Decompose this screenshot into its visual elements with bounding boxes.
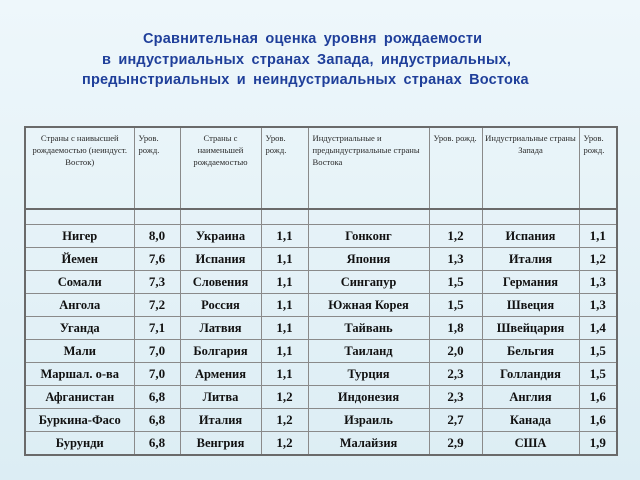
cell-country-lowest: Испания xyxy=(180,248,261,271)
table-row xyxy=(25,386,617,409)
cell-rate: 2,7 xyxy=(429,409,482,432)
table-header-row xyxy=(25,127,617,209)
cell-rate: 1,4 xyxy=(579,317,617,340)
cell-rate: 6,8 xyxy=(134,432,180,456)
cell-rate: 7,0 xyxy=(134,340,180,363)
cell-country-east: Израиль xyxy=(308,409,429,432)
cell-country-east: Таиланд xyxy=(308,340,429,363)
table-row xyxy=(25,363,617,386)
table-row xyxy=(25,294,617,317)
cell-country-lowest: Украина xyxy=(180,225,261,248)
cell-country-lowest: Болгария xyxy=(180,340,261,363)
table-row xyxy=(25,271,617,294)
cell-rate: 1,6 xyxy=(579,409,617,432)
cell-rate: 7,1 xyxy=(134,317,180,340)
cell-rate: 2,3 xyxy=(429,363,482,386)
header-rate: Уров. рожд. xyxy=(134,127,180,209)
cell-country-west: Канада xyxy=(482,409,579,432)
title-line-1: Сравнительная оценка уровня рождаемости xyxy=(143,31,483,47)
cell-rate: 7,6 xyxy=(134,248,180,271)
cell-country-west: США xyxy=(482,432,579,456)
cell-country-highest: Мали xyxy=(25,340,134,363)
cell-rate: 1,8 xyxy=(429,317,482,340)
cell-country-east: Южная Корея xyxy=(308,294,429,317)
cell-rate: 1,2 xyxy=(261,386,308,409)
table-row xyxy=(25,432,617,456)
cell-country-highest: Уганда xyxy=(25,317,134,340)
cell-country-lowest: Литва xyxy=(180,386,261,409)
cell-rate: 1,1 xyxy=(261,271,308,294)
cell-country-lowest: Россия xyxy=(180,294,261,317)
cell-rate: 1,2 xyxy=(579,248,617,271)
header-west-industrial: Индустриальные страны Запада xyxy=(482,127,579,209)
table-row xyxy=(25,225,617,248)
cell-country-west: Англия xyxy=(482,386,579,409)
cell-rate: 1,5 xyxy=(579,363,617,386)
cell-country-highest: Йемен xyxy=(25,248,134,271)
cell-rate: 1,1 xyxy=(261,317,308,340)
cell-country-west: Италия xyxy=(482,248,579,271)
cell-rate: 1,2 xyxy=(429,225,482,248)
cell-country-west: Бельгия xyxy=(482,340,579,363)
cell-rate: 1,1 xyxy=(261,225,308,248)
header-lowest-countries: Страны с наименьшей рождаемостью xyxy=(180,127,261,209)
cell-rate: 7,2 xyxy=(134,294,180,317)
cell-country-west: Испания xyxy=(482,225,579,248)
header-rate: Уров. рожд. xyxy=(579,127,617,209)
header-highest-countries: Страны с наивысшей рождаемостью (неиндуст. Восток) xyxy=(25,127,134,209)
cell-rate: 1,1 xyxy=(261,340,308,363)
header-spacer-row xyxy=(25,209,617,225)
cell-country-east: Гонконг xyxy=(308,225,429,248)
cell-rate: 8,0 xyxy=(134,225,180,248)
cell-rate: 1,5 xyxy=(579,340,617,363)
birth-rate-table xyxy=(24,126,618,456)
cell-country-highest: Нигер xyxy=(25,225,134,248)
cell-country-lowest: Латвия xyxy=(180,317,261,340)
cell-country-west: Голландия xyxy=(482,363,579,386)
cell-rate: 2,0 xyxy=(429,340,482,363)
cell-country-highest: Афганистан xyxy=(25,386,134,409)
cell-rate: 1,3 xyxy=(579,271,617,294)
cell-country-east: Турция xyxy=(308,363,429,386)
cell-country-lowest: Венгрия xyxy=(180,432,261,456)
cell-rate: 1,3 xyxy=(579,294,617,317)
cell-country-lowest: Словения xyxy=(180,271,261,294)
cell-rate: 1,2 xyxy=(261,432,308,456)
cell-rate: 1,1 xyxy=(579,225,617,248)
cell-country-east: Малайзия xyxy=(308,432,429,456)
cell-rate: 1,1 xyxy=(261,248,308,271)
cell-country-west: Швеция xyxy=(482,294,579,317)
cell-rate: 2,3 xyxy=(429,386,482,409)
header-rate: Уров. рожд. xyxy=(429,127,482,209)
table-body xyxy=(25,225,617,456)
cell-rate: 1,3 xyxy=(429,248,482,271)
cell-rate: 7,3 xyxy=(134,271,180,294)
cell-rate: 2,9 xyxy=(429,432,482,456)
title-line-2: в индустриальных странах Запада, индустриальных, xyxy=(102,52,512,68)
cell-country-west: Швейцария xyxy=(482,317,579,340)
title-line-3: предынстриальных и неиндустриальных странах Востока xyxy=(82,72,529,88)
cell-country-lowest: Италия xyxy=(180,409,261,432)
header-east-industrial: Индустриальные и предындустриальные страны Востока xyxy=(308,127,429,209)
table-row xyxy=(25,317,617,340)
cell-country-highest: Сомали xyxy=(25,271,134,294)
cell-rate: 6,8 xyxy=(134,409,180,432)
cell-rate: 1,2 xyxy=(261,409,308,432)
cell-rate: 6,8 xyxy=(134,386,180,409)
cell-rate: 1,5 xyxy=(429,294,482,317)
cell-country-lowest: Армения xyxy=(180,363,261,386)
cell-country-east: Индонезия xyxy=(308,386,429,409)
cell-rate: 1,9 xyxy=(579,432,617,456)
header-rate: Уров. рожд. xyxy=(261,127,308,209)
cell-country-west: Германия xyxy=(482,271,579,294)
cell-rate: 1,1 xyxy=(261,294,308,317)
cell-country-east: Сингапур xyxy=(308,271,429,294)
cell-rate: 1,1 xyxy=(261,363,308,386)
cell-rate: 1,5 xyxy=(429,271,482,294)
cell-rate: 1,6 xyxy=(579,386,617,409)
cell-country-highest: Маршал. о-ва xyxy=(25,363,134,386)
cell-rate: 7,0 xyxy=(134,363,180,386)
table-row xyxy=(25,340,617,363)
cell-country-east: Япония xyxy=(308,248,429,271)
page-title xyxy=(0,0,640,110)
cell-country-highest: Буркина-Фасо xyxy=(25,409,134,432)
cell-country-highest: Бурунди xyxy=(25,432,134,456)
cell-country-highest: Ангола xyxy=(25,294,134,317)
cell-country-east: Тайвань xyxy=(308,317,429,340)
table-row xyxy=(25,409,617,432)
table-row xyxy=(25,248,617,271)
